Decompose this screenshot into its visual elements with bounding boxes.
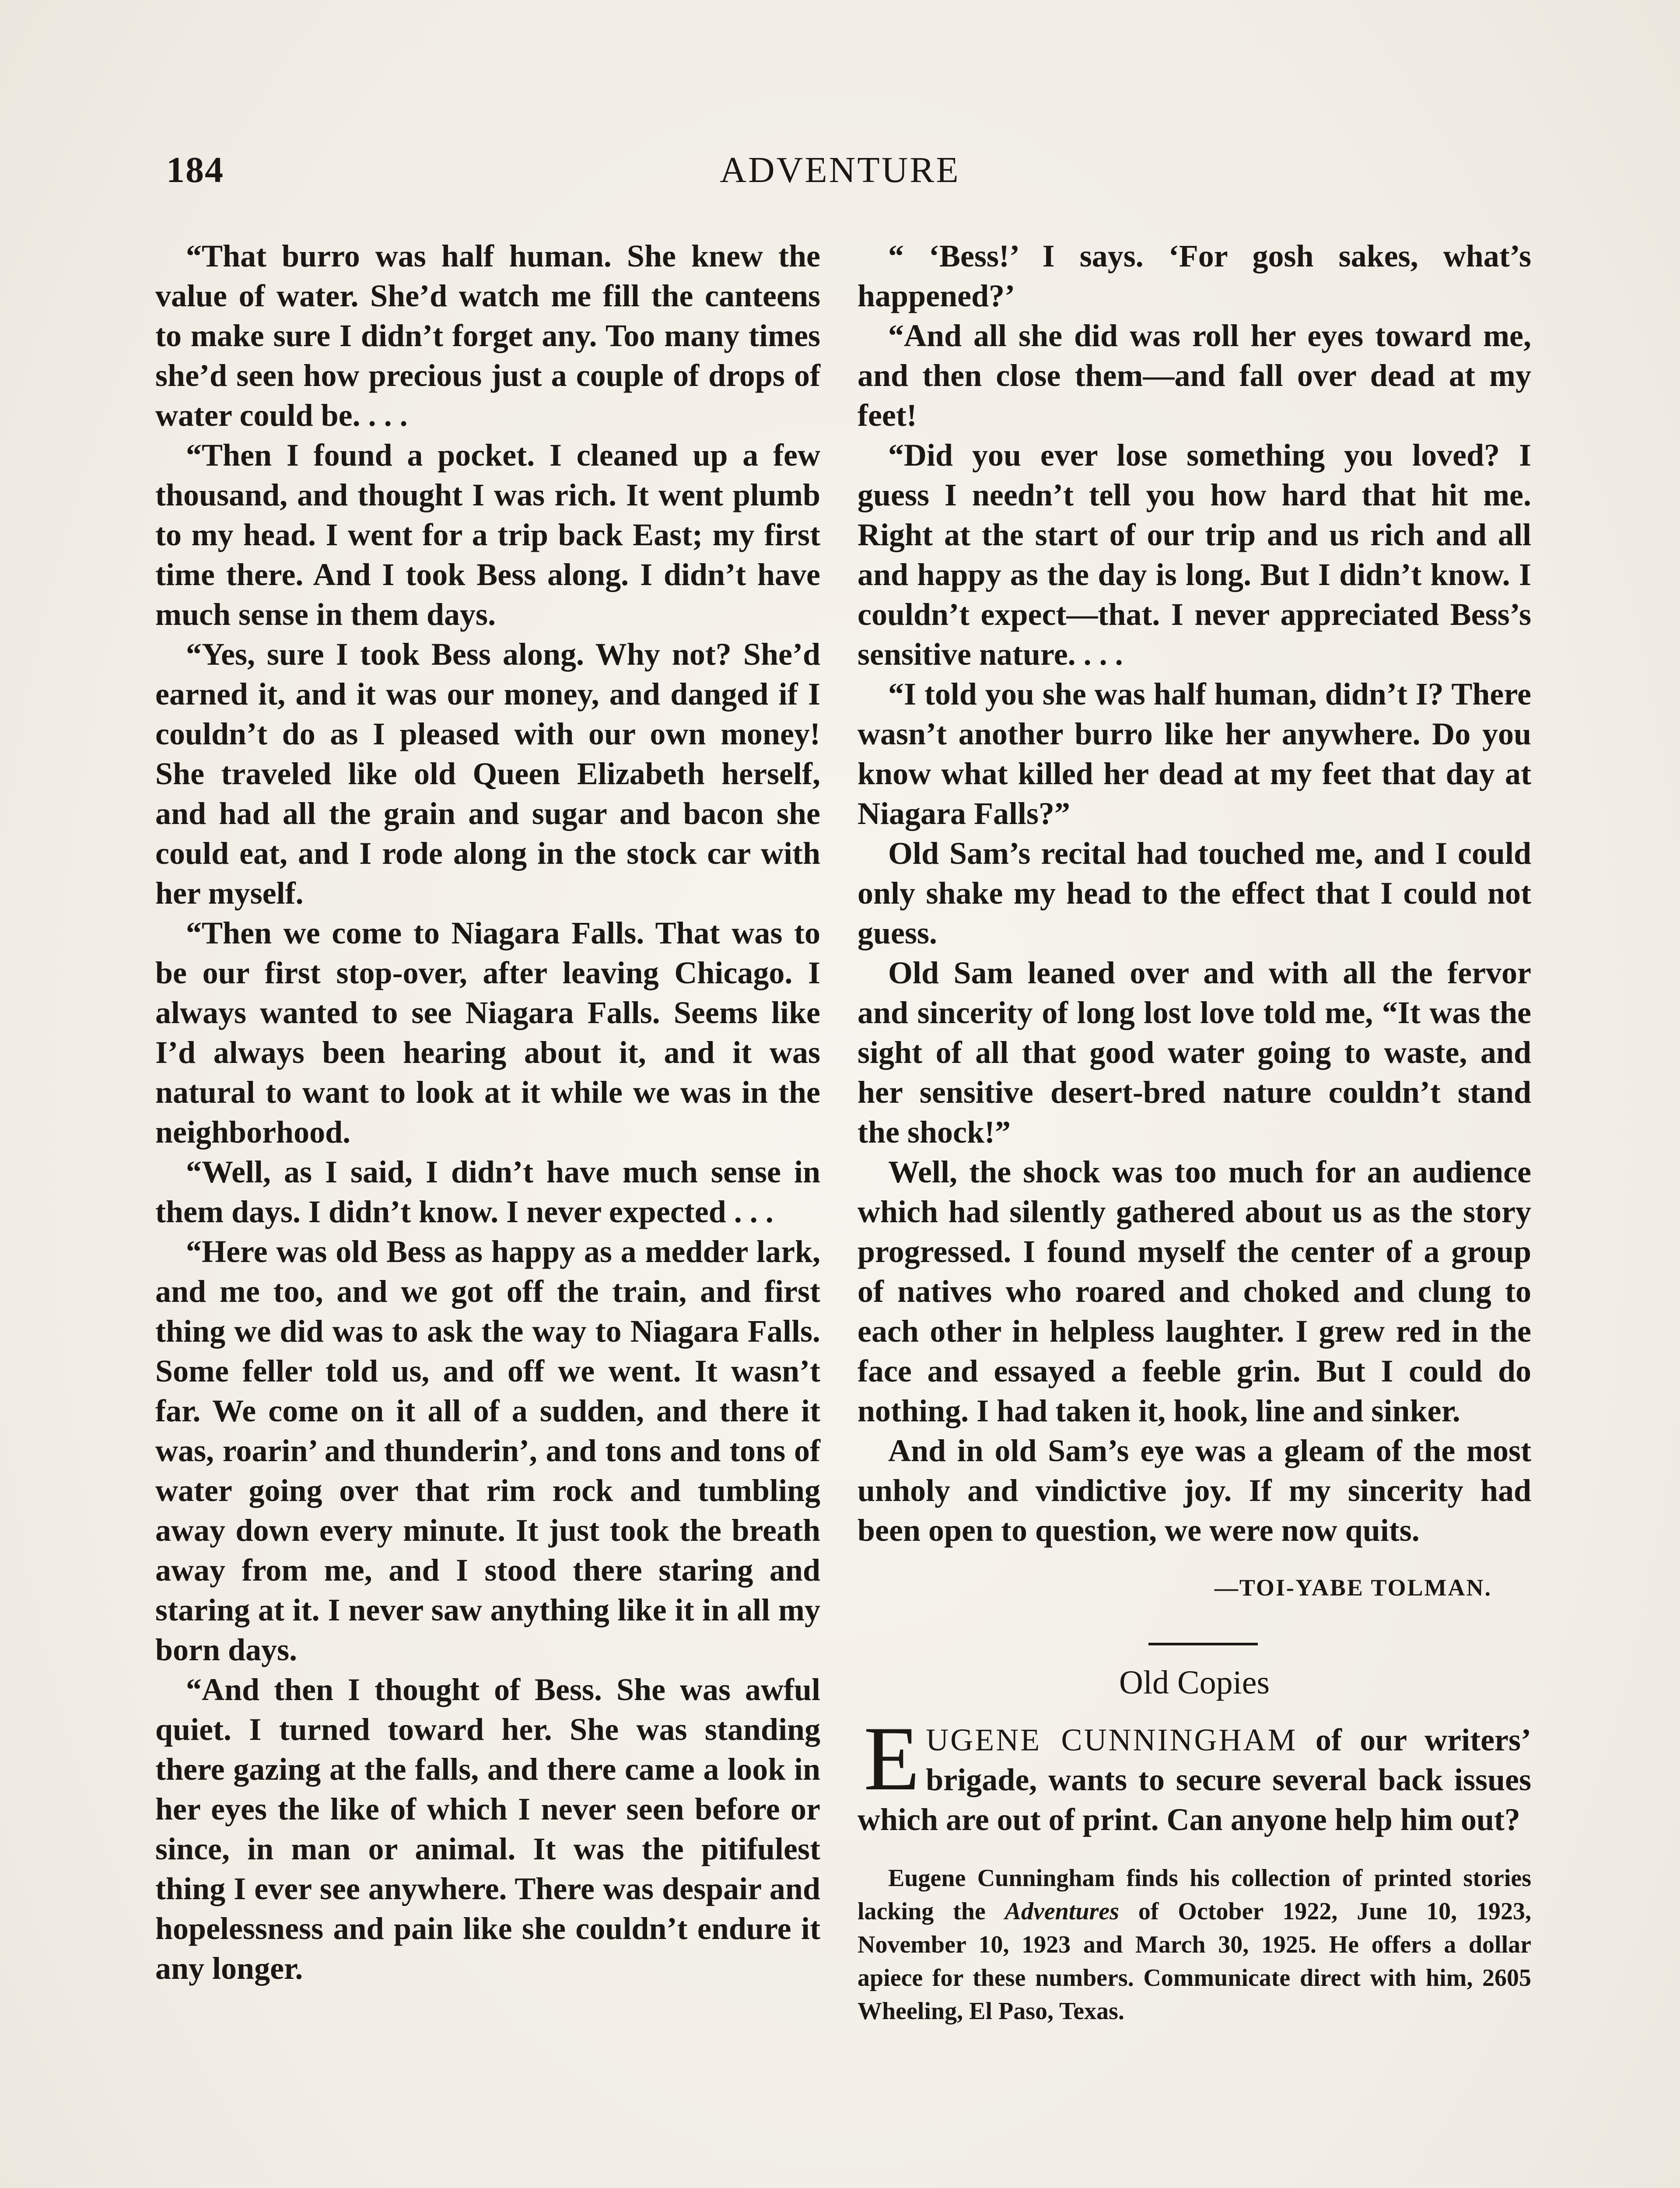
left-paragraph-2: “Then I found a pocket. I cleaned up a few thousand, and thought I was rich. It went plumb to my head. I went for a trip back East; my first time there. And I took Bess along. I didn’t have much sense in them days. bbox=[155, 438, 820, 632]
right-paragraph-4: “I told you she was half human, didn’t I? There wasn’t another burro like her anywhere. Do you know what killed her dead at my feet that day at Niagara Falls?” bbox=[858, 677, 1531, 831]
page-header bbox=[158, 149, 1522, 201]
right-paragraph-8: And in old Sam’s eye was a gleam of the most unholy and vindictive joy. If my sincerity had been open to question, we were now quits. bbox=[858, 1433, 1531, 1548]
right-paragraph-2: “And all she did was roll her eyes toward me, and then close them—and fall over dead at my feet! bbox=[858, 318, 1531, 433]
note-text-before: Eugene Cunningham finds his collection of printed stories lacking the bbox=[858, 1865, 1531, 1925]
old-copies-heading: Old Copies bbox=[1119, 1664, 1270, 1701]
right-column bbox=[858, 236, 1531, 2028]
right-paragraph-3: “Did you ever lose something you loved? I guess I needn’t tell you how hard that hit me. Right at the start of our trip and us rich and all and happy as the day is long. But I didn’t know. I couldn’t expect—that. I never appreciated Bess’s sensitive nature. . . . bbox=[858, 438, 1531, 672]
left-paragraph-5: “Well, as I said, I didn’t have much sense in them days. I didn’t know. I never expected . . . bbox=[155, 1154, 820, 1229]
right-paragraph-1: “ ‘Bess!’ I says. ‘For gosh sakes, what’s happened?’ bbox=[858, 238, 1531, 313]
lead-small-caps: UGENE CUNNINGHAM bbox=[926, 1722, 1298, 1757]
right-paragraph-7: Well, the shock was too much for an audience which had silently gathered about us as the story progressed. I found myself the center of a group of natives who roared and choked and clung to each other in helpless laughter. I grew red in the face and essayed a feeble grin. But I could do nothing. I had taken it, hook, line and sinker. bbox=[858, 1154, 1531, 1428]
left-paragraph-1: “That burro was half human. She knew the value of water. She’d watch me fill the canteens to make sure I didn’t forget any. Too many times she’d seen how precious just a couple of drops of water could be. . . . bbox=[155, 238, 820, 433]
right-paragraph-5: Old Sam’s recital had touched me, and I could only shake my head to the effect that I could not guess. bbox=[858, 836, 1531, 950]
old-copies-note bbox=[858, 1862, 1531, 2028]
running-title: ADVENTURE bbox=[720, 150, 960, 190]
author-signature: —TOI-YABE TOLMAN. bbox=[1214, 1574, 1492, 1601]
note-text-after: of October 1922, June 10, 1923, November 10, 1923 and March 30, 1925. He offers a dollar apiece for these numbers. Communicate direct with him, 2605 Wheeling, El Paso, Texas. bbox=[858, 1898, 1531, 2025]
old-copies-lead-paragraph bbox=[858, 1708, 1531, 1840]
drop-cap: E bbox=[864, 1708, 920, 1809]
note-italic-title: Adventures bbox=[1004, 1898, 1120, 1925]
right-paragraph-6: Old Sam leaned over and with all the fervor and sincerity of long lost love told me, “It was the sight of all that good water going to waste, and her sensitive desert-bred nature couldn’t stand the shock!” bbox=[858, 955, 1531, 1150]
left-paragraph-6: “Here was old Bess as happy as a medder lark, and me too, and we got off the train, and first thing we did was to ask the way to Niagara Falls. Some feller told us, and off we went. It wasn’t far. We come on it all of a sudden, and there it was, roarin’ and thunderin’, and tons and tons of water going over that rim rock and tumbling away down every minute. It just took the breath away from me, and I stood there staring and staring at it. I never saw anything like it in all my born days. bbox=[155, 1234, 820, 1667]
left-paragraph-7: “And then I thought of Bess. She was awful quiet. I turned toward her. She was standing there gazing at the falls, and there came a look in her eyes the like of which I never seen before or since, in man or animal. It was the pitifulest thing I ever see anywhere. There was despair and hopelessness and pain like she couldn’t endure it any longer. bbox=[155, 1672, 820, 1986]
section-divider bbox=[1148, 1643, 1258, 1645]
left-paragraph-3: “Yes, sure I took Bess along. Why not? She’d earned it, and it was our money, and danged if I couldn’t do as I pleased with our own money! She traveled like old Queen Elizabeth herself, and had all the grain and sugar and bacon she could eat, and I rode along in the stock car with her myself. bbox=[155, 637, 820, 911]
lead-text: of our writers’ brigade, wants to secure several back issues which are out of print. Can anyone help him out? bbox=[858, 1722, 1531, 1837]
page-number: 184 bbox=[166, 150, 224, 190]
left-paragraph-4: “Then we come to Niagara Falls. That was to be our first stop-over, after leaving Chicago. I always wanted to see Niagara Falls. Seems like I’d always been hearing about it, and it was natural to want to look at it while we was in the neighborhood. bbox=[155, 915, 820, 1150]
left-column bbox=[155, 236, 820, 1988]
